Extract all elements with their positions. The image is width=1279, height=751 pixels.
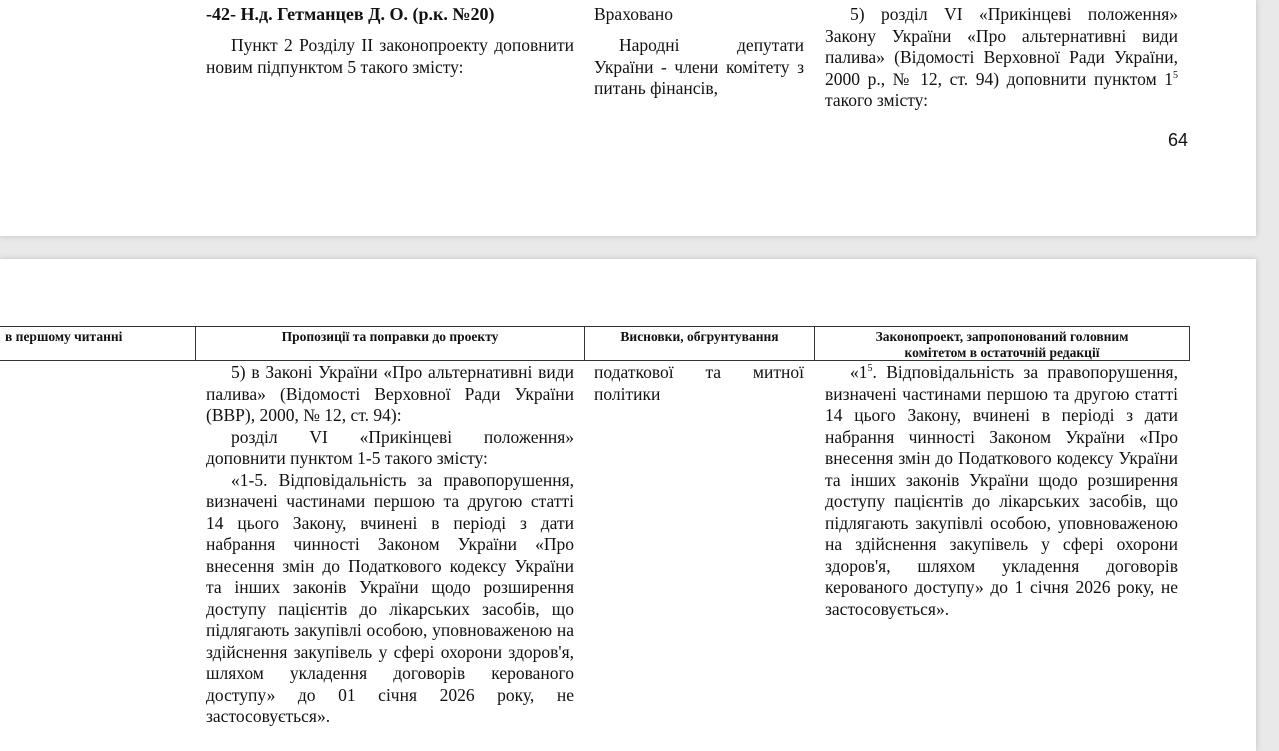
- proposal-cell-bottom: [206, 362, 574, 728]
- final-text-tail: такого змісту:: [825, 90, 929, 110]
- header-final-text: [814, 326, 1190, 361]
- proposal-text-top: Пункт 2 Розділу II законопроекту доповнити новим підпунктом 5 такого змісту:: [206, 35, 574, 77]
- final-cell-top: [825, 4, 1178, 112]
- final-text-top: [825, 4, 1178, 112]
- conclusion-cell-top: [594, 35, 804, 100]
- final-sup: 5: [867, 363, 873, 375]
- header-final-line2: комітетом в остаточній редакції: [904, 345, 1100, 360]
- status-label: Враховано: [594, 4, 673, 24]
- proposal-paragraph-3: «1-5. Відповідальність за правопорушення, визначені частинами першою та другою статті 14 цього Закону, вчинені в періоді з дати набрання чинності Законом України «Про внесення змін до Податкового кодексу України та інших законів України щодо розширення доступу пацієнтів до лікарських засобів, що підлягають закупівлі особою, уповноваженою на здійснення закупівель у сфері охорони здоров'я, шляхом укладення договорів керованого доступу» до 01 січня 2026 року, не застосовується».: [206, 469, 574, 726]
- final-body: . Відповідальність за правопорушення, визначені частинами першою та другою статті 14 цього Закону, вчинені в періоді з дати набрання чинності Законом України «Про внесення змін до Податкового кодексу України та інших законів України щодо розширення доступу пацієнтів до лікарських засобів, що підлягають закупівлі особою, уповноваженою на здійснення закупівель у сфері охорони здоров'я, шляхом укладення договорів керованого доступу» до 1 січня 2026 року, не застосовується».: [825, 362, 1178, 619]
- amendment-author-heading: -42- Н.д. Гетманцев Д. О. (р.к. №20): [206, 4, 495, 24]
- final-cell-bottom: [825, 362, 1178, 620]
- final-text-main: 5) розділ VI «Прикінцеві положення» Закону України «Про альтернативні види палива» (Відомості Верховної Ради України, 2000 р., № 12, ст. 94) доповнити пунктом 1: [825, 4, 1178, 89]
- document-page-top: [0, 0, 1256, 236]
- final-text-bottom: [825, 362, 1178, 620]
- page-number: 64: [1168, 130, 1189, 150]
- proposal-paragraph-1: 5) в Законі України «Про альтернативні види палива» (Відомості Верховної Ради України (ВВР), 2000, № 12, ст. 94):: [206, 362, 574, 425]
- final-text-sup: 5: [1173, 69, 1178, 81]
- proposal-cell-top: [206, 35, 574, 78]
- header-first-reading: в першому читанні: [0, 326, 196, 361]
- conclusion-text-bottom: податкової та митної політики: [594, 362, 804, 404]
- header-final-line1: Законопроект, запропонований головним: [875, 329, 1129, 344]
- proposal-paragraph-2: розділ VI «Прикінцеві положення» доповнити пунктом 1-5 такого змісту:: [206, 426, 574, 468]
- final-prefix: «1: [850, 362, 868, 382]
- conclusion-text-top: Народні депутати України - члени комітету з питань фінансів,: [594, 35, 804, 98]
- header-proposals: Пропозиції та поправки до проекту: [195, 326, 585, 361]
- document-page-bottom: [0, 259, 1256, 751]
- header-conclusions: Висновки, обгрунтування: [584, 326, 815, 361]
